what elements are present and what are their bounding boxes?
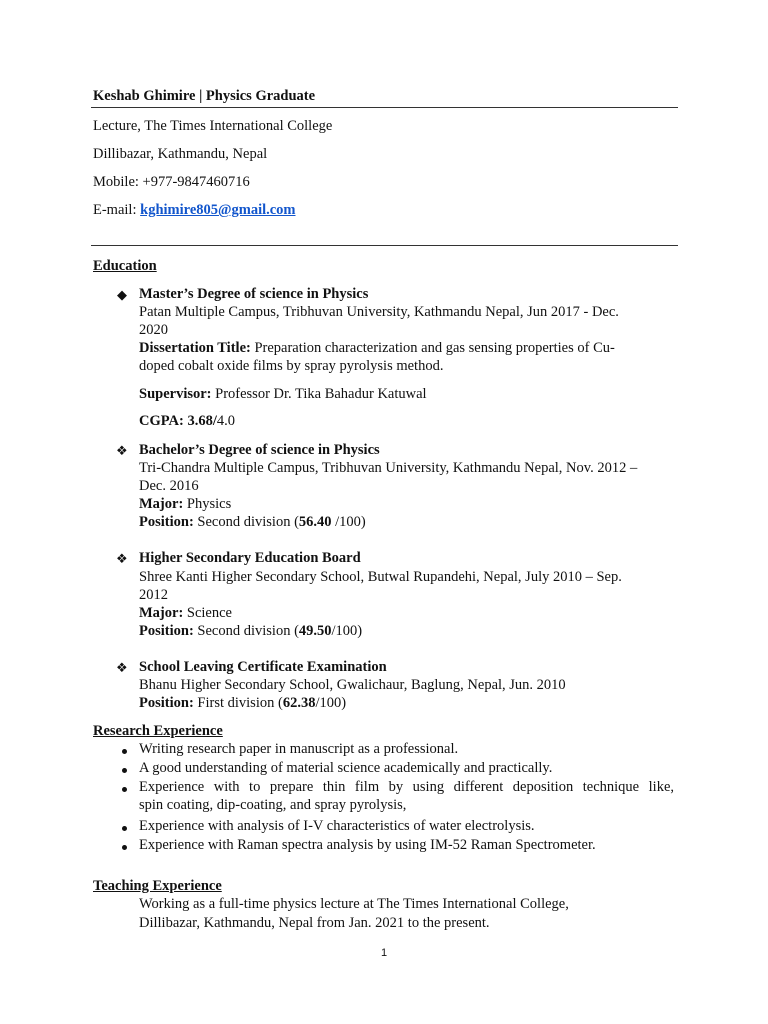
research-heading: Research Experience: [93, 723, 223, 739]
position-label: Position:: [139, 695, 194, 711]
bullet-dot-icon: [122, 787, 127, 792]
teaching-text-cont: Dillibazar, Kathmandu, Nepal from Jan. 2021 to the present.: [139, 915, 490, 931]
position-label: Position:: [139, 623, 194, 639]
bachelors-major: [139, 496, 231, 513]
position-text: First division (: [193, 695, 283, 711]
research-item-cont: spin coating, dip-coating, and spray pyrolysis,: [139, 797, 407, 813]
email-label: E-mail:: [93, 202, 141, 218]
research-item: A good understanding of material science academically and practically.: [139, 760, 553, 776]
masters-supervisor: [139, 386, 427, 403]
masters-title: Master’s Degree of science in Physics: [139, 286, 369, 302]
diamond-bullet-icon: ◆: [117, 287, 127, 302]
position-total: /100): [331, 514, 366, 530]
bachelors-institution-cont: Dec. 2016: [139, 478, 199, 494]
name-title: Keshab Ghimire | Physics Graduate: [93, 88, 316, 104]
bullet-dot-icon: [122, 749, 127, 754]
bullet-dot-icon: [122, 768, 127, 773]
position-score: 56.40: [298, 514, 332, 530]
position-score: 49.50: [298, 623, 332, 639]
header-email-line: [93, 202, 296, 219]
teaching-heading: Teaching Experience: [93, 878, 222, 894]
teaching-text: Working as a full-time physics lecture at The Times International College,: [139, 896, 569, 912]
hseb-position: [139, 623, 362, 640]
position-text: Second division (: [193, 514, 299, 530]
position-total: /100): [315, 695, 347, 711]
header-position: Lecture, The Times International College: [93, 118, 333, 134]
masters-dissertation: [139, 340, 615, 357]
major-label: Major:: [139, 605, 184, 621]
header-rule-bottom: [91, 245, 678, 246]
position-text: Second division (: [193, 623, 299, 639]
email-link[interactable]: kghimire805@gmail.com: [140, 202, 296, 218]
bachelors-institution: Tri-Chandra Multiple Campus, Tribhuvan University, Kathmandu Nepal, Nov. 2012 –: [139, 460, 638, 476]
research-item: Writing research paper in manuscript as a professional.: [139, 741, 459, 757]
slc-title: School Leaving Certificate Examination: [139, 659, 387, 675]
position-total: /100): [331, 623, 363, 639]
masters-institution: Patan Multiple Campus, Tribhuvan University, Kathmandu Nepal, Jun 2017 - Dec.: [139, 304, 619, 320]
research-item: Experience with analysis of I-V characteristics of water electrolysis.: [139, 818, 535, 834]
hseb-institution-cont: 2012: [139, 587, 168, 603]
masters-cgpa: [139, 413, 235, 430]
major-label: Major:: [139, 496, 184, 512]
slc-position: [139, 695, 346, 712]
supervisor-value: Professor Dr. Tika Bahadur Katuwal: [211, 386, 427, 402]
hseb-major: [139, 605, 232, 622]
major-value: Physics: [183, 496, 232, 512]
hseb-title: Higher Secondary Education Board: [139, 550, 361, 566]
bullet-dot-icon: [122, 845, 127, 850]
masters-institution-cont: 2020: [139, 322, 168, 338]
position-score: 62.38: [282, 695, 316, 711]
slc-institution: Bhanu Higher Secondary School, Gwalichaur, Baglung, Nepal, Jun. 2010: [139, 677, 566, 693]
masters-dissertation-cont: doped cobalt oxide films by spray pyrolysis method.: [139, 358, 444, 374]
four-diamond-bullet-icon: ❖: [116, 660, 128, 675]
dissertation-value: Preparation characterization and gas sensing properties of Cu-: [250, 340, 615, 356]
bullet-dot-icon: [122, 826, 127, 831]
position-label: Position:: [139, 514, 194, 530]
header-address: Dillibazar, Kathmandu, Nepal: [93, 146, 268, 162]
bachelors-position: [139, 514, 366, 531]
bachelors-title: Bachelor’s Degree of science in Physics: [139, 442, 380, 458]
hseb-institution: Shree Kanti Higher Secondary School, Butwal Rupandehi, Nepal, July 2010 – Sep.: [139, 569, 622, 585]
research-item: Experience with to prepare thin film by using different deposition technique like,: [139, 779, 674, 795]
cgpa-value: 4.0: [216, 413, 235, 429]
major-value: Science: [183, 605, 232, 621]
four-diamond-bullet-icon: ❖: [116, 551, 128, 566]
four-diamond-bullet-icon: ❖: [116, 443, 128, 458]
cgpa-label: CGPA: 3.68/: [139, 413, 217, 429]
header-rule-top: [91, 107, 678, 108]
research-item: Experience with Raman spectra analysis by using IM-52 Raman Spectrometer.: [139, 837, 596, 853]
supervisor-label: Supervisor:: [139, 386, 212, 402]
header-mobile: Mobile: +977-9847460716: [93, 174, 250, 190]
dissertation-label: Dissertation Title:: [139, 340, 251, 356]
education-heading: Education: [93, 258, 157, 274]
page-number: 1: [380, 947, 388, 959]
